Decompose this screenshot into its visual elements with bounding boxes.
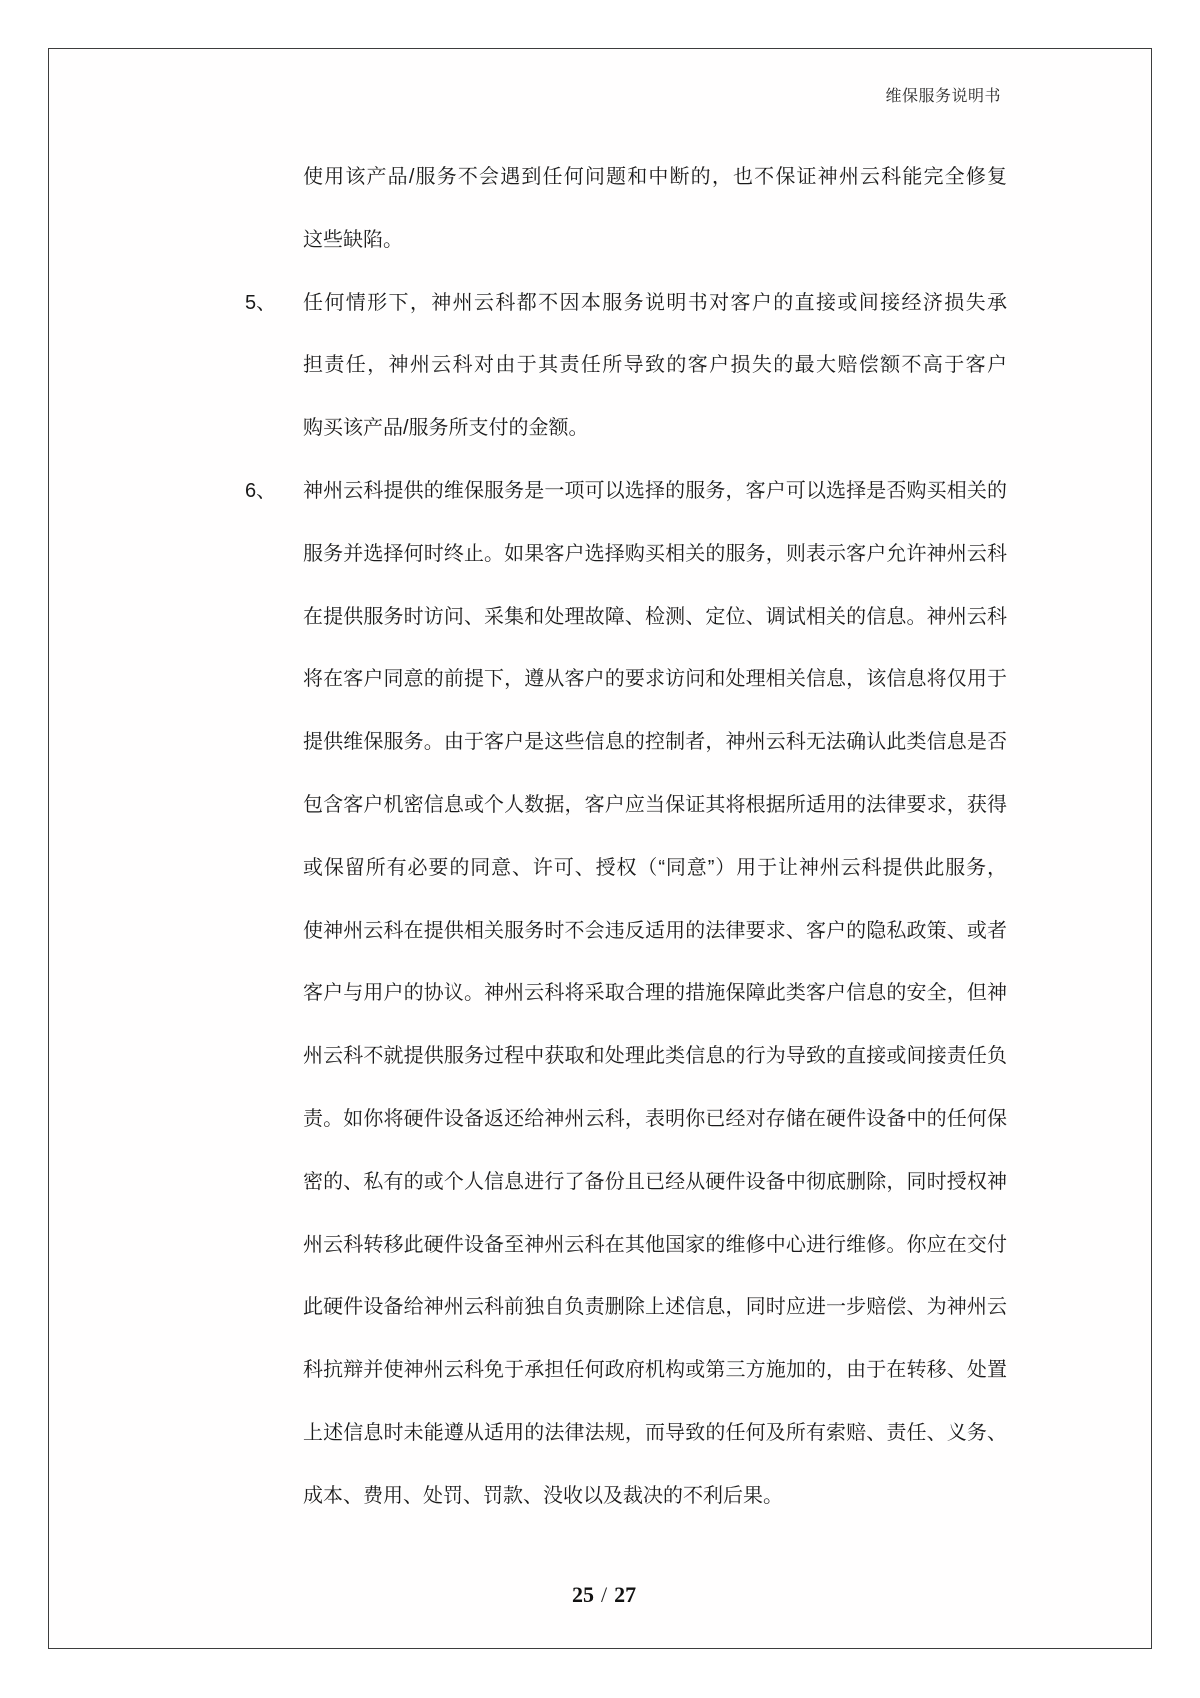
list-item-line	[245, 460, 1007, 523]
page-separator: /	[600, 1582, 608, 1607]
text-line-content: 服务并选择何时终止。如果客户选择购买相关的服务，则表示客户允许神州云科	[303, 542, 1007, 565]
text-line	[303, 774, 1007, 837]
text-line	[303, 1402, 1007, 1465]
text-line-content: 科抗辩并使神州云科免于承担任何政府机构或第三方施加的，由于在转移、处置	[303, 1359, 1007, 1382]
text-line	[303, 962, 1007, 1025]
text-line-content: 神州云科提供的维保服务是一项可以选择的服务，客户可以选择是否购买相关的	[303, 479, 1007, 502]
text-line-content: 责。如你将硬件设备返还给神州云科，表明你已经对存储在硬件设备中的任何保	[303, 1107, 1007, 1130]
text-line-content: 担责任，神州云科对由于其责任所导致的客户损失的最大赔偿额不高于客户	[303, 354, 1007, 377]
text-line-content: 这些缺陷。	[303, 228, 403, 251]
text-line-content: 购买该产品/服务所支付的金额。	[303, 417, 589, 440]
text-line-content: 上述信息时未能遵从适用的法律法规，而导致的任何及所有索赔、责任、义务、	[303, 1421, 1007, 1444]
header-title: 维保服务说明书	[885, 88, 1001, 105]
text-line	[303, 1088, 1007, 1151]
page-header	[885, 83, 1001, 106]
text-line-content: 州云科转移此硬件设备至神州云科在其他国家的维修中心进行维修。你应在交付	[303, 1233, 1007, 1256]
text-line	[303, 711, 1007, 774]
list-number: 5、	[245, 291, 277, 314]
document-body	[245, 146, 1007, 1528]
text-line-content: 任何情形下，神州云科都不因本服务说明书对客户的直接或间接经济损失承	[303, 291, 1007, 314]
total-page-number: 27	[614, 1582, 637, 1607]
page-footer	[0, 1582, 1200, 1608]
text-line	[303, 146, 1007, 209]
current-page-number: 25	[571, 1582, 594, 1607]
text-line-content: 使用该产品/服务不会遇到任何问题和中断的，也不保证神州云科能完全修复	[303, 166, 1007, 188]
text-line	[303, 523, 1007, 586]
text-line-content: 密的、私有的或个人信息进行了备份且已经从硬件设备中彻底删除，同时授权神	[303, 1170, 1007, 1193]
text-line-content: 成本、费用、处罚、罚款、没收以及裁决的不利后果。	[303, 1484, 783, 1507]
list-number: 6、	[245, 479, 277, 502]
text-line-content: 包含客户机密信息或个人数据，客户应当保证其将根据所适用的法律要求，获得	[303, 793, 1007, 816]
text-line-content: 客户与用户的协议。神州云科将采取合理的措施保障此类客户信息的安全，但神	[303, 982, 1007, 1005]
text-line	[303, 397, 1007, 460]
text-line	[303, 1025, 1007, 1088]
text-line-content: 或保留所有必要的同意、许可、授权（“同意”）用于让神州云科提供此服务，	[303, 856, 1007, 879]
text-line	[303, 1276, 1007, 1339]
text-line-content: 在提供服务时访问、采集和处理故障、检测、定位、调试相关的信息。神州云科	[303, 605, 1007, 628]
text-line	[303, 1151, 1007, 1214]
text-line	[303, 1214, 1007, 1277]
text-line	[303, 586, 1007, 649]
text-line	[303, 900, 1007, 963]
list-item-line	[245, 272, 1007, 335]
text-line-content: 提供维保服务。由于客户是这些信息的控制者，神州云科无法确认此类信息是否	[303, 731, 1007, 754]
text-line	[303, 334, 1007, 397]
text-line	[303, 648, 1007, 711]
text-line	[303, 1339, 1007, 1402]
text-line-content: 将在客户同意的前提下，遵从客户的要求访问和处理相关信息，该信息将仅用于	[303, 668, 1007, 691]
text-line	[303, 209, 1007, 272]
text-line-content: 州云科不就提供服务过程中获取和处理此类信息的行为导致的直接或间接责任负	[303, 1045, 1007, 1068]
text-line	[303, 837, 1007, 900]
text-line-content: 此硬件设备给神州云科前独自负责删除上述信息，同时应进一步赔偿、为神州云	[303, 1296, 1007, 1319]
text-line-content: 使神州云科在提供相关服务时不会违反适用的法律要求、客户的隐私政策、或者	[303, 919, 1007, 942]
text-line	[303, 1465, 1007, 1528]
